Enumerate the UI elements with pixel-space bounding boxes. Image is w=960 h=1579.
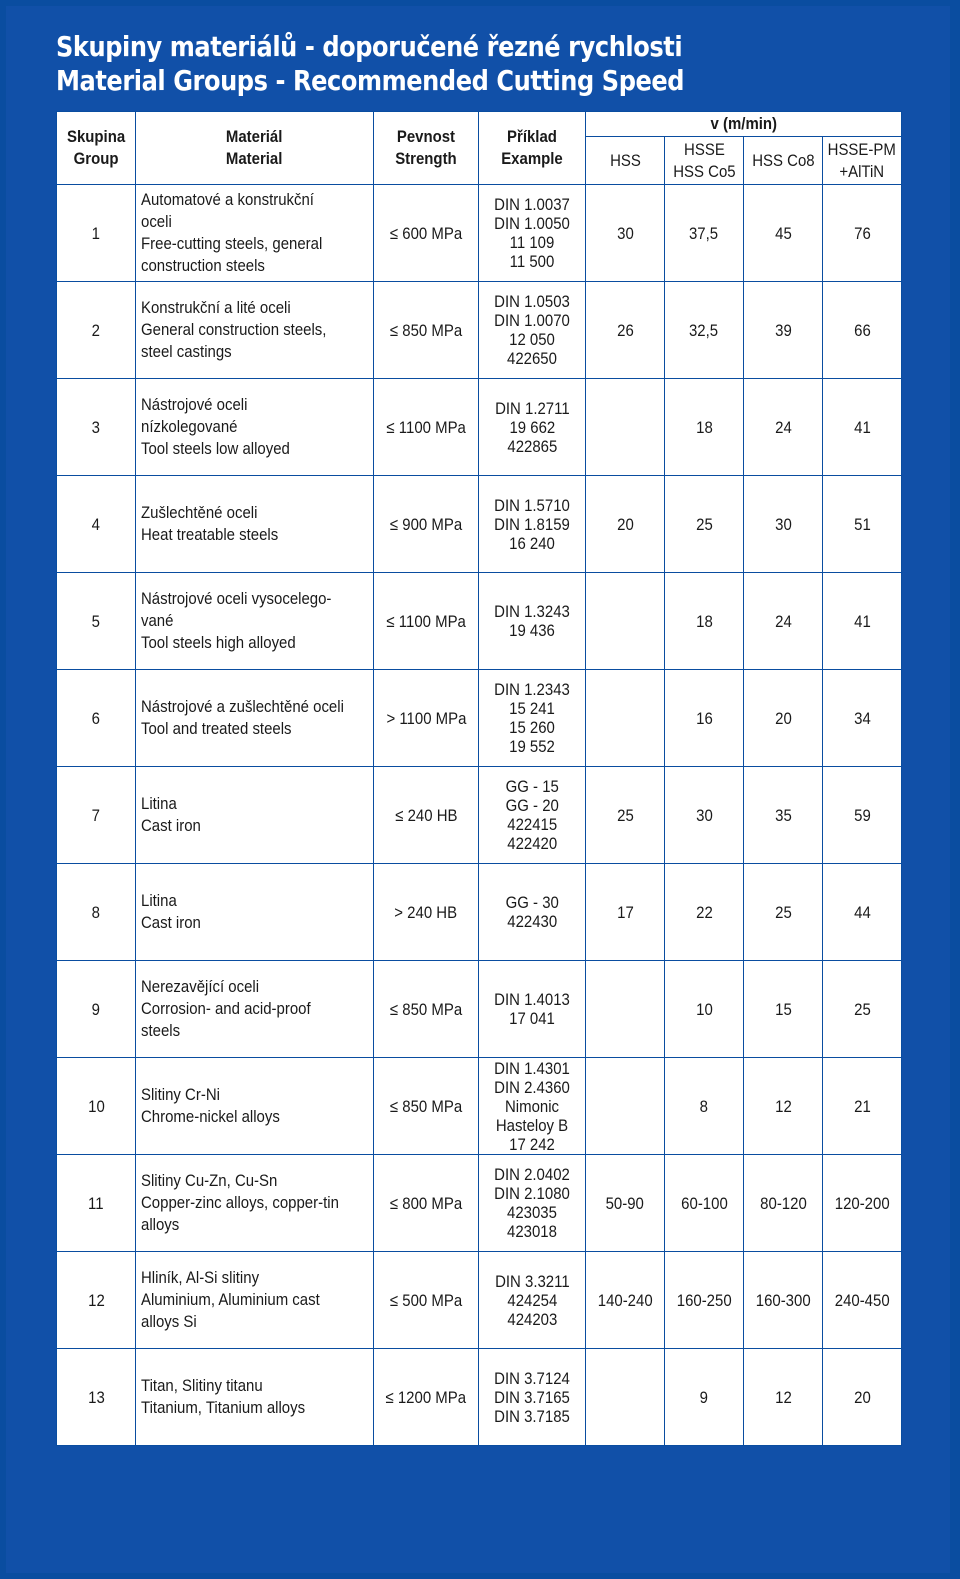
speed-hss-cell: 17 (586, 864, 665, 961)
strength-cell: ≤ 850 MPa (374, 961, 479, 1058)
speed-hsse-pm-cell: 20 (823, 1349, 902, 1446)
speed-hsse-pm-cell: 25 (823, 961, 902, 1058)
strength-cell: ≤ 1100 MPa (374, 573, 479, 670)
group-cell: 7 (57, 767, 136, 864)
header-hss-co8: HSS Co8 (744, 137, 823, 185)
strength-cell: ≤ 1100 MPa (374, 379, 479, 476)
speed-hss-co8-cell: 15 (744, 961, 823, 1058)
speed-hss-cell (586, 961, 665, 1058)
header-hsse: HSSE HSS Co5 (665, 137, 744, 185)
speed-hsse-pm-cell: 44 (823, 864, 902, 961)
example-cell: DIN 3.3211 424254 424203 (479, 1252, 586, 1349)
strength-cell: > 1100 MPa (374, 670, 479, 767)
group-cell: 8 (57, 864, 136, 961)
header-material: Materiál Material (136, 112, 374, 185)
group-cell: 10 (57, 1058, 136, 1155)
speed-hss-co8-cell: 20 (744, 670, 823, 767)
table-row (57, 1155, 902, 1252)
header-hss: HSS (586, 137, 665, 185)
group-cell: 1 (57, 185, 136, 282)
speed-hss-co8-cell: 24 (744, 379, 823, 476)
speed-hss-cell: 50-90 (586, 1155, 665, 1252)
group-cell: 6 (57, 670, 136, 767)
material-cell: Nástrojové a zušlechtěné oceli Tool and treated steels (136, 670, 374, 767)
group-cell: 9 (57, 961, 136, 1058)
speed-hss-co8-cell: 35 (744, 767, 823, 864)
cutting-speed-table (56, 111, 902, 1446)
speed-hss-co8-cell: 80-120 (744, 1155, 823, 1252)
strength-cell: ≤ 1200 MPa (374, 1349, 479, 1446)
table-row (57, 1252, 902, 1349)
example-cell: DIN 1.5710 DIN 1.8159 16 240 (479, 476, 586, 573)
table-row (57, 767, 902, 864)
example-cell: DIN 2.0402 DIN 2.1080 423035 423018 (479, 1155, 586, 1252)
table-row (57, 1349, 902, 1446)
header-example: Příklad Example (479, 112, 586, 185)
material-cell: Titan, Slitiny titanu Titanium, Titanium alloys (136, 1349, 374, 1446)
speed-hss-cell: 20 (586, 476, 665, 573)
speed-hsse-pm-cell: 41 (823, 573, 902, 670)
strength-cell: ≤ 850 MPa (374, 282, 479, 379)
title-english: Material Groups - Recommended Cutting Speed (56, 64, 685, 97)
speed-hss-cell (586, 1349, 665, 1446)
material-cell: Zušlechtěné oceli Heat treatable steels (136, 476, 374, 573)
material-cell: Nerezavějící oceli Corrosion- and acid-proof steels (136, 961, 374, 1058)
strength-cell: ≤ 500 MPa (374, 1252, 479, 1349)
speed-hss-cell (586, 670, 665, 767)
table-row (57, 282, 902, 379)
speed-hsse-cell: 16 (665, 670, 744, 767)
speed-hss-co8-cell: 160-300 (744, 1252, 823, 1349)
speed-hsse-pm-cell: 51 (823, 476, 902, 573)
table-row (57, 670, 902, 767)
speed-hsse-pm-cell: 59 (823, 767, 902, 864)
group-cell: 2 (57, 282, 136, 379)
strength-cell: ≤ 850 MPa (374, 1058, 479, 1155)
speed-hss-cell (586, 1058, 665, 1155)
example-cell: DIN 1.0037 DIN 1.0050 11 109 11 500 (479, 185, 586, 282)
speed-hss-co8-cell: 25 (744, 864, 823, 961)
speed-hss-cell: 25 (586, 767, 665, 864)
speed-hsse-pm-cell: 76 (823, 185, 902, 282)
speed-hss-co8-cell: 45 (744, 185, 823, 282)
speed-hsse-cell: 30 (665, 767, 744, 864)
example-cell: DIN 3.7124 DIN 3.7165 DIN 3.7185 (479, 1349, 586, 1446)
speed-hsse-pm-cell: 34 (823, 670, 902, 767)
strength-cell: ≤ 600 MPa (374, 185, 479, 282)
speed-hsse-cell: 22 (665, 864, 744, 961)
table-row (57, 185, 902, 282)
speed-hss-co8-cell: 30 (744, 476, 823, 573)
title-czech: Skupiny materiálů - doporučené řezné rychlosti (56, 30, 683, 63)
header-hsse-pm: HSSE-PM +AlTiN (823, 137, 902, 185)
speed-hsse-cell: 37,5 (665, 185, 744, 282)
speed-hss-co8-cell: 12 (744, 1349, 823, 1446)
speed-hss-co8-cell: 12 (744, 1058, 823, 1155)
speed-hsse-cell: 32,5 (665, 282, 744, 379)
material-cell: Konstrukční a lité oceli General construction steels, steel castings (136, 282, 374, 379)
material-cell: Litina Cast iron (136, 767, 374, 864)
table-row (57, 573, 902, 670)
group-cell: 12 (57, 1252, 136, 1349)
speed-hss-cell (586, 379, 665, 476)
strength-cell: ≤ 900 MPa (374, 476, 479, 573)
strength-cell: ≤ 800 MPa (374, 1155, 479, 1252)
example-cell: DIN 1.3243 19 436 (479, 573, 586, 670)
speed-hsse-pm-cell: 240-450 (823, 1252, 902, 1349)
speed-hsse-cell: 10 (665, 961, 744, 1058)
speed-hsse-cell: 160-250 (665, 1252, 744, 1349)
header-group: Skupina Group (57, 112, 136, 185)
speed-hss-cell: 30 (586, 185, 665, 282)
material-cell: Slitiny Cu-Zn, Cu-Sn Copper-zinc alloys, copper-tin alloys (136, 1155, 374, 1252)
speed-hss-co8-cell: 24 (744, 573, 823, 670)
example-cell: DIN 1.0503 DIN 1.0070 12 050 422650 (479, 282, 586, 379)
header-speed: v (m/min) (586, 112, 902, 137)
page-title (56, 30, 684, 98)
speed-hss-cell: 26 (586, 282, 665, 379)
example-cell: DIN 1.2343 15 241 15 260 19 552 (479, 670, 586, 767)
header-strength: Pevnost Strength (374, 112, 479, 185)
group-cell: 5 (57, 573, 136, 670)
material-cell: Hliník, Al-Si slitiny Aluminium, Aluminium cast alloys Si (136, 1252, 374, 1349)
group-cell: 3 (57, 379, 136, 476)
table-row (57, 379, 902, 476)
speed-hsse-cell: 9 (665, 1349, 744, 1446)
example-cell: GG - 30 422430 (479, 864, 586, 961)
table-body (57, 185, 902, 1446)
speed-hsse-cell: 60-100 (665, 1155, 744, 1252)
material-cell: Nástrojové oceli nízkolegované Tool steels low alloyed (136, 379, 374, 476)
group-cell: 13 (57, 1349, 136, 1446)
example-cell: DIN 1.4301 DIN 2.4360 Nimonic Hasteloy B 17 242 (479, 1058, 586, 1155)
example-cell: DIN 1.2711 19 662 422865 (479, 379, 586, 476)
table-row (57, 864, 902, 961)
speed-hsse-cell: 18 (665, 573, 744, 670)
table-row (57, 1058, 902, 1155)
table-row (57, 476, 902, 573)
speed-hsse-pm-cell: 66 (823, 282, 902, 379)
material-cell: Nástrojové oceli vysocelego- vané Tool steels high alloyed (136, 573, 374, 670)
speed-hsse-pm-cell: 21 (823, 1058, 902, 1155)
group-cell: 4 (57, 476, 136, 573)
material-cell: Automatové a konstrukční oceli Free-cutting steels, general construction steels (136, 185, 374, 282)
strength-cell: ≤ 240 HB (374, 767, 479, 864)
strength-cell: > 240 HB (374, 864, 479, 961)
speed-hss-cell (586, 573, 665, 670)
example-cell: DIN 1.4013 17 041 (479, 961, 586, 1058)
group-cell: 11 (57, 1155, 136, 1252)
speed-hsse-pm-cell: 41 (823, 379, 902, 476)
table-row (57, 961, 902, 1058)
speed-hss-co8-cell: 39 (744, 282, 823, 379)
material-cell: Slitiny Cr-Ni Chrome-nickel alloys (136, 1058, 374, 1155)
speed-hsse-cell: 18 (665, 379, 744, 476)
speed-hsse-cell: 25 (665, 476, 744, 573)
speed-hsse-pm-cell: 120-200 (823, 1155, 902, 1252)
speed-hsse-cell: 8 (665, 1058, 744, 1155)
example-cell: GG - 15 GG - 20 422415 422420 (479, 767, 586, 864)
speed-hss-cell: 140-240 (586, 1252, 665, 1349)
material-cell: Litina Cast iron (136, 864, 374, 961)
